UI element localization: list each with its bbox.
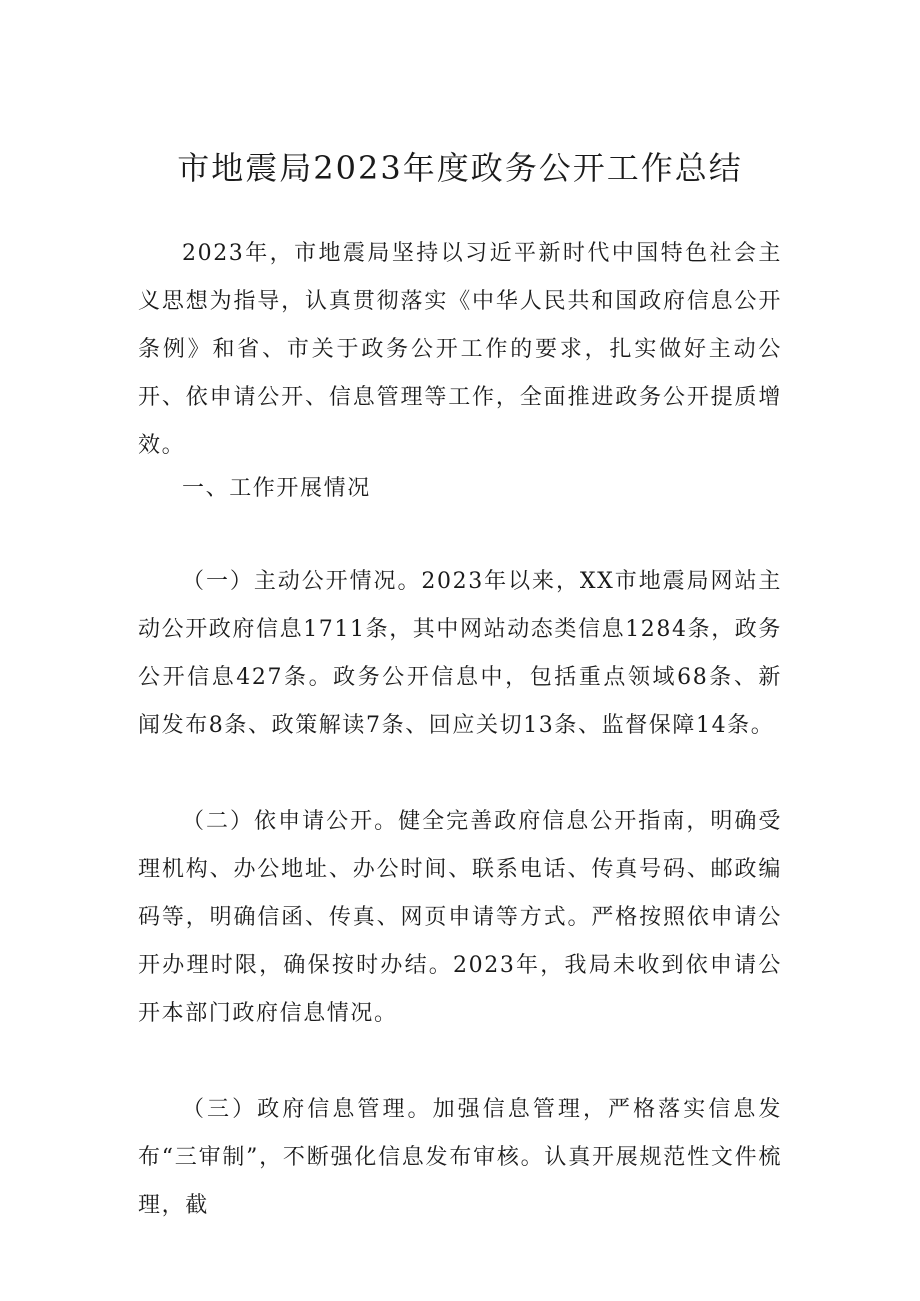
document-title: 市地震局2023年度政务公开工作总结 [177, 149, 743, 187]
paragraph-active-disclosure: （一）主动公开情况。2023年以来，XX市地震局网站主动公开政府信息1711条，其中网站动态类信息1284条，政务公开信息427条。政务公开信息中，包括重点领域68条、新闻发布8条、政策解读7条、回应关切13条、监督保障14条。 [138, 569, 782, 738]
paragraph-request-disclosure: （二）依申请公开。健全完善政府信息公开指南，明确受理机构、办公地址、办公时间、联系电话、传真号码、邮政编码等，明确信函、传真、网页申请等方式。严格按照依申请公开办理时限，确保按时办结。2023年，我局未收到依申请公开本部门政府信息情况。 [138, 809, 782, 1026]
intro-paragraph: 2023年，市地震局坚持以习近平新时代中国特色社会主义思想为指导，认真贯彻落实《中华人民共和国政府信息公开条例》和省、市关于政务公开工作的要求，扎实做好主动公开、依申请公开、信息管理等工作，全面推进政务公开提质增效。 [138, 241, 782, 458]
section-heading: 一、工作开展情况 [182, 476, 371, 501]
paragraph-info-management: （三）政府信息管理。加强信息管理，严格落实信息发布“三审制”，不断强化信息发布审核。认真开展规范性文件梳理，截 [138, 1097, 782, 1218]
